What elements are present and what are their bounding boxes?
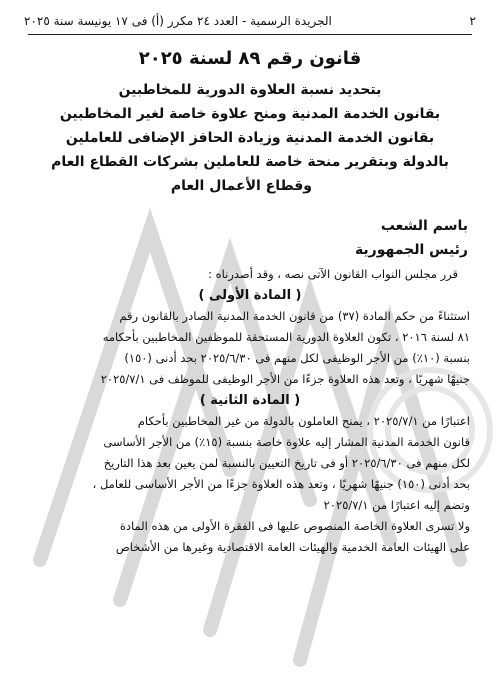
article-2-line: بحد أدنى (١٥٠) جنيهًا شهريًا ، وتعد هذه العلاوة جزءًا من الأجر الأساسى للعامل ، (92, 477, 470, 491)
president-heading: رئيس الجمهورية (354, 242, 468, 258)
subtitle-line: وقطاع الأعمال العام (170, 178, 312, 194)
article-1-line: استثناءً من حكم المادة (٣٧) من قانون الخدمة المدنية الصادر بالقانون رقم (119, 309, 470, 323)
article-2-line: قانون الخدمة المدنية المشار إليه علاوة خاصة بنسبة (١٥٪) من الأجر الأساسى (103, 435, 470, 449)
article-1-line: ٨١ لسنة ٢٠١٦ ، تكون العلاوة الدورية المستحقة للموظفين المخاطبين بأحكامه (102, 330, 470, 344)
subtitle-line: بتحديد نسبة العلاوة الدورية للمخاطبين (118, 82, 382, 98)
article-1-heading: ( المادة الأولى ) (198, 288, 302, 303)
law-body (30, 264, 470, 558)
article-1-line: بنسبة (١٠٪) من الأجر الوظيفى لكل منهم فى ٢٠٢٥/٦/٣٠ بحد أدنى (١٥٠) (124, 351, 470, 365)
article-2-line: اعتبارًا من ٢٠٢٥/٧/١ ، يمنح العاملون بالدولة من غير المخاطبين بأحكام (137, 414, 470, 428)
page-number: ٢ (469, 14, 476, 28)
subtitle-line: بقانون الخدمة المدنية وزيادة الحافز الإضافى للعاملين (65, 130, 435, 146)
preamble (355, 214, 468, 262)
article-2-heading: ( المادة الثانية ) (199, 393, 301, 408)
law-subtitle (20, 78, 480, 198)
article-2-line: ولا تسرى العلاوة الخاصة المنصوص عليها فى الفقرة الأولى من هذه المادة (119, 519, 470, 533)
subtitle-line: بقانون الخدمة المدنية ومنح علاوة خاصة لغير المخاطبين (59, 106, 441, 122)
subtitle-line: بالدولة وبتقرير منحة خاصة للعاملين بشركات القطاع العام (51, 154, 449, 170)
article-1-line: جنيهًا شهريًا ، وتعد هذه العلاوة جزءًا من الأجر الوظيفى للموظف فى ٢٠٢٥/٧/١ (100, 372, 470, 386)
law-title: قانون رقم ٨٩ لسنة ٢٠٢٥ (138, 48, 362, 69)
header-divider (28, 34, 472, 35)
article-2-line: وتضم إليه اعتبارًا من ٢٠٢٥/٧/١ (323, 498, 470, 512)
article-2-line: على الهيئات العامة الخدمية والهيئات العامة الاقتصادية وغيرها من الأشخاص (115, 540, 470, 554)
enactment-clause: قرر مجلس النواب القانون الآتى نصه ، وقد أصدرناه : (208, 267, 458, 281)
in-the-name-of-the-people: باسم الشعب (380, 218, 468, 234)
article-2-line: لكل منهم فى ٢٠٢٥/٦/٣٠ أو فى تاريخ التعيين بالنسبة لمن يعين بعد هذا التاريخ (103, 456, 470, 470)
gazette-issue-line: الجريدة الرسمية - العدد ٢٤ مكرر (أ) فى ١٧ يونيسة سنة ٢٠٢٥ (24, 14, 332, 28)
page-header (24, 14, 476, 28)
